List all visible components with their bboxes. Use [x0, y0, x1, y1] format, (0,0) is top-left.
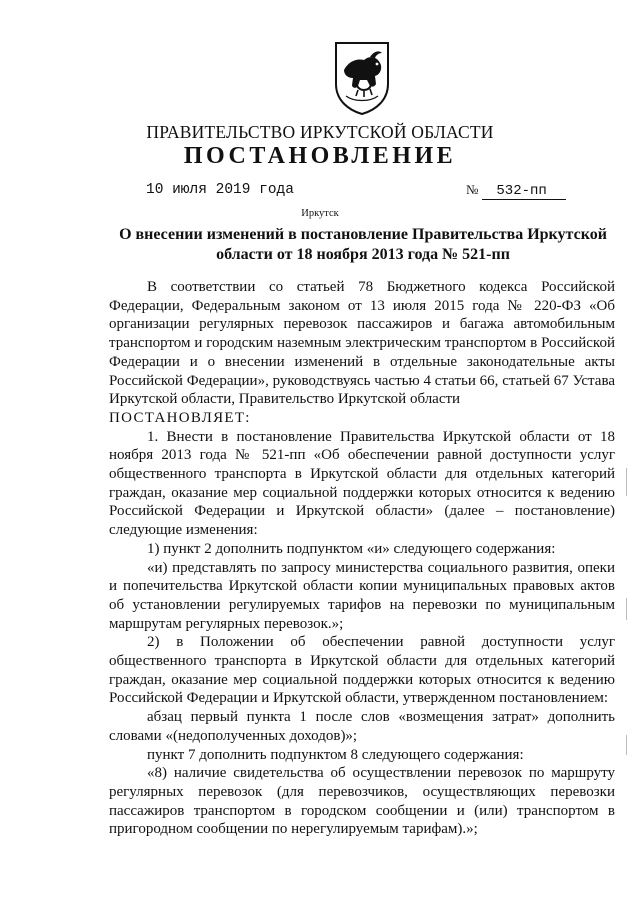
paragraph-2: 1) пункт 2 дополнить подпунктом «и» следующего содержания: [147, 540, 556, 557]
paragraph-5: абзац первый пункта 1 после слов «возмещения затрат» дополнить словами «(недополученных доходов)»; [109, 709, 615, 744]
number-sign: № [466, 182, 479, 197]
irkutsk-coat-of-arms-icon [330, 40, 394, 116]
document-number-block [466, 182, 566, 200]
scan-margin-mark [626, 598, 627, 620]
document-subject: О внесении изменений в постановление Правительства Иркутской области от 18 ноября 2013 года № 521-пп [119, 226, 607, 263]
document-body [109, 278, 615, 839]
government-name: ПРАВИТЕЛЬСТВО ИРКУТСКОЙ ОБЛАСТИ [146, 122, 494, 142]
document-type: ПОСТАНОВЛЕНИЕ [183, 143, 457, 169]
document-number: 532-пп [482, 184, 566, 200]
document-date: 10 июля 2019 года [146, 182, 294, 198]
paragraph-1: 1. Внести в постановление Правительства Иркутской области от 18 ноября 2013 года № 521-пп «Об обеспечении равной доступности услуг общественного транспорта в Иркутской области для отдельных категорий граждан, оказание мер социальной поддержки которых относится к ведению Российской Федерации и Иркутской области» (далее – постановление) следующие изменения: [109, 428, 615, 539]
resolves-heading: ПОСТАНОВЛЯЕТ: [109, 409, 251, 426]
scan-margin-mark [626, 468, 627, 496]
scan-margin-mark [626, 735, 627, 755]
paragraph-4: 2) в Положении об обеспечении равной доступности услуг общественного транспорта в Иркутской области для отдельных категорий граждан, оказание мер социальной поддержки которых относится к ведению Российской Федерации и Иркутской области, утвержденном постановлением: [109, 634, 615, 707]
document-city: Иркутск [301, 208, 339, 219]
paragraph-7: «8) наличие свидетельства об осуществлении перевозок по маршруту регулярных перевозок (для перевозчиков, осуществляющих перевозки пассажиров транспортом в городском сообщении и (или) транспортом в пригородном сообщении по нерегулируемым тарифам).»; [109, 765, 615, 838]
preamble-paragraph: В соответствии со статьей 78 Бюджетного кодекса Российской Федерации, Федеральным законом от 13 июля 2015 года № 220-ФЗ «Об организации регулярных перевозок пассажиров и багажа автомобильным транспортом и городским наземным электрическим транспортом в Российской Федерации и о внесении изменений в отдельные законодательные акты Российской Федерации», руководствуясь частью 4 статьи 66, статьей 67 Устава Иркутской области, Правительство Иркутской области [109, 279, 615, 408]
paragraph-3: «и) представлять по запросу министерства социального развития, опеки и попечительства Иркутской области копии муниципальных правовых актов об установлении регулируемых тарифов на перевозки по муниципальным маршрутам регулярных перевозок.»; [109, 559, 615, 632]
paragraph-6: пункт 7 дополнить подпунктом 8 следующего содержания: [147, 746, 524, 763]
